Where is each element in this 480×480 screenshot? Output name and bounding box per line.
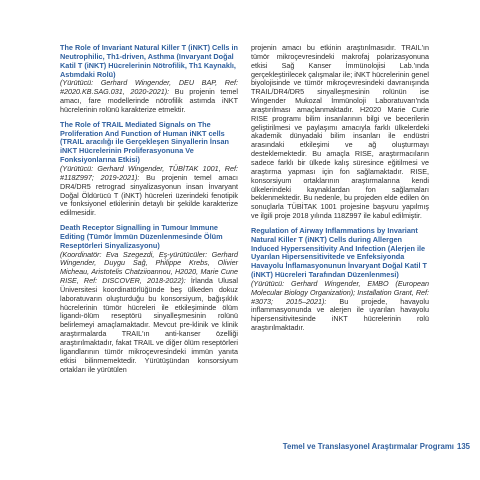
project-body: Bu projenin temel amacı, fare modellerinde nötrofilik astımda iNKT hücrelerinin rolünü karakterize etmektir. (60, 87, 238, 114)
project-text (251, 44, 429, 221)
project-heading: The Role of Invariant Natural Killer T (iNKT) Cells in Neutrophilic, Th1-driven, Asthma (Invaryant Doğal Katil T (iNKT) Hücrelerinin Nötrofilik, Th1 Kaynaklı, Astımdaki Rolü) (60, 43, 238, 79)
project-body: İrlanda Ulusal Üniversitesi koordinatörlüğünde beş ülkeden dokuz laboratuvarın oluşturduğu bu konsorsiyum, bağışıklık hücrelerinin tümör hücreleri ile etkileşiminde ölüm ligandı-ölüm reseptörü sinyalleşmesinin rolünü belirlemeyi amaçlamaktadır. Mevcut pre-klinik ve klinik araştırmalarda TRAIL'ın anti-kanser özelliği araştırılmaktadır, fakat TRAIL ve diğer ölüm reseptörleri ligandlarının tümör mikroçevresindeki immün yanıta etkisi bilinmemektedir. Yürütüşündan konsorsiyum ortakları ile yürütülen (60, 276, 239, 374)
page-footer (200, 442, 470, 451)
project-entry (60, 224, 238, 374)
project-heading: The Role of TRAIL Mediated Signals on The Proliferation And Function of Human iNKT cells (TRAIL aracılığı ile Gerçekleşen Sinyallerin İnsan iNKT Hücrelerinin Proliferasyonuna Ve Fonksiyonlarına Etkisi) (60, 119, 229, 165)
project-heading: Death Receptor Signalling in Tumour Immune Editing (Tümör İmmün Düzenlenmesinde Ölüm Reseptörleri Sinyalizasyonu) (60, 223, 223, 250)
project-meta: (Yürütücü: Gerhard Wingender, EMBO (European Molecular Biology Organization); Installation Grant, Ref: #3073; 2015–2021): (251, 278, 429, 306)
project-entry (60, 121, 238, 218)
left-column (60, 44, 238, 380)
project-body: projenin amacı bu etkinin araştırılmasıdır. TRAIL'ın tümör mikroçevresindeki makrofaj polarizasyonuna etkisi Sağ Kanser İmmünolojisi Lab.'ında gerçekleştirilecek çalışmalar ile; iNKT hücrelerinin genel biyolojisinde ve tümör mikroçevresindeki davranışında TRAIL/DR4/DR5 sinyalleşmesinin rolünün ise Wingender Mukozal İmmünoloji Laboratuvarı'nda araştırılması amaçlanmaktadır. H2020 Marie Curie RISE programı bilim insanlarının bilgi ve becerilerin geliştirilmesi ve paylaşımı amacıyla farklı ülkelerdeki akademik dünyadaki bilim insanları ile endüstri arasındaki etkileşimi ve ağ oluşturmayı desteklemektedir. Bu amaçla RISE, araştırmacıların sadece farklı bir ülkede kalış süresince eğitilmesi ve araştırma yapması için fon sağlamaktadır. RISE, konsorsiyum ortaklarının araştırmalarına kendi ülkelerindeki kaynaklardan fon sağlamaları beklenmektedir. Bu nedenle, bu projeden elde edilen ön sonuçlarla TÜBİTAK 1001 projesine başvuru yapılmış ve ilgili proje 2018 yılında 118Z997 ile kabul edilmiştir. (251, 43, 429, 221)
project-entry (251, 227, 429, 333)
project-entry (60, 44, 238, 115)
project-text (60, 165, 238, 218)
project-text (60, 79, 238, 114)
project-text (251, 280, 429, 333)
project-heading: Regulation of Airway Inflammations by Invariant Natural Killer T (iNKT) Cells during Allergen Induced Hypersensitivity And Infection (Alerjen ile Uyarılan Hipersensitivitede ve Enfeksiyonda Havayolu İnflamasyonunun İnvaryant Doğal Katil T (iNKT) Hücreleri Tarafından Düzenlenmesi) (251, 225, 427, 280)
project-body: Bu projenin temel amacı DR4/DR5 retrograd sinyalizasyonun insan İnvaryant Doğal Öldürücü T (iNKT) hücreleri üzerindeki fenotipik ve fonksiyonel etkilerinin detaylı bir şekilde karakterize edilmesidir. (60, 172, 238, 218)
project-entry-continued (251, 44, 429, 221)
project-meta: (Yürütücü: Gerhard Wingender, DEU BAP, Ref: #2020.KB.SAG.031, 2020-2021): (60, 78, 238, 97)
footer-title: Temel ve Translasyonel Araştırmalar Programı (282, 442, 454, 451)
project-body: Bu projede, havayolu inflammasyonunda ve alerjen ile uyarılan havayolu hipersensitivitesinde iNKT hücrelerinin rolü araştırılmaktadır. (251, 296, 429, 333)
project-text (60, 251, 238, 375)
right-column (251, 44, 429, 339)
page-number: 135 (456, 442, 470, 451)
project-meta: (Yürütücü: Gerhard Wingender, TÜBİTAK 1001, Ref: #118Z997; 2019-2021): (60, 163, 238, 182)
project-meta: (Koordinatör: Eva Szegezdi, Eş-yürütücüler: Gerhard Wingender, Duygu Sağ, Philippe Krebs, Olivier Micheau, Aristotelis Chatziioannou, H2020, Marie Cune RISE, Ref: DISCOVER, 2018-2022): (60, 249, 238, 286)
